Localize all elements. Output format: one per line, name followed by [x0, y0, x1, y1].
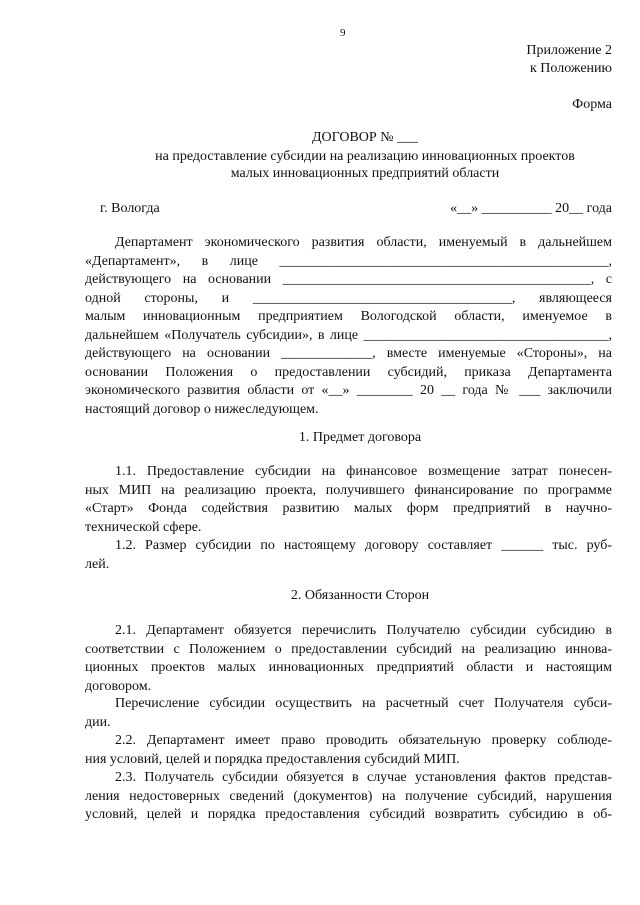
paragraph-line: «Старт» Фонда содействия развитию малых форм предприятий в научно- [85, 501, 612, 516]
paragraph-line: 2.2. Департамент имеет право проводить обязательную проверку соблюде- [115, 733, 612, 748]
form-label: Форма [572, 97, 612, 112]
paragraph-line: 1.2. Размер субсидии по настоящему договору составляет ______ тыс. руб- [115, 538, 612, 553]
preamble-line: Департамент экономического развития области, именуемый в дальнейшем [115, 235, 612, 250]
paragraph-line: лей. [85, 556, 110, 572]
page-number: 9 [340, 27, 346, 39]
paragraph-line: Перечисление субсидии осуществить на расчетный счет Получателя субси- [115, 696, 612, 711]
paragraph-line: ционных проектов малых инновационных предприятий области и настоящим [85, 660, 612, 675]
appendix-label: Приложение 2 [526, 43, 612, 58]
contract-subtitle-line2: малых инновационных предприятий области [230, 166, 500, 181]
paragraph-line: дии. [85, 714, 111, 730]
contract-date: «__» __________ 20__ года [450, 201, 612, 216]
preamble-line: одной стороны, и _____________________________________, являющееся [85, 290, 612, 306]
section2-heading: 2. Обязанности Сторон [290, 588, 430, 603]
section1-paragraph2 [85, 537, 612, 574]
section2-paragraph2 [85, 695, 612, 732]
contract-title: ДОГОВОР № ___ [311, 130, 419, 145]
section1-heading: 1. Предмет договора [298, 430, 422, 445]
paragraph-line: условий, целей и порядка предоставления субсидий возвратить субсидию в об- [85, 807, 612, 822]
preamble-line: экономического развития области от «__» ________ 20 __ года № ___ заключили [85, 383, 612, 398]
preamble-line: «Департамент», в лице _______________________________________________, [85, 253, 612, 269]
paragraph-line: 2.1. Департамент обязуется перечислить Получателю субсидии субсидию в [115, 623, 612, 638]
preamble-line: действующего на основании ____________________________________________, с [85, 272, 612, 287]
section2-paragraph4 [85, 769, 612, 825]
paragraph-line: 1.1. Предоставление субсидии на финансовое возмещение затрат понесен- [115, 464, 612, 479]
paragraph-line: технической сфере. [85, 519, 202, 535]
city: г. Вологда [100, 201, 160, 216]
regulation-label: к Положению [529, 61, 612, 76]
contract-subtitle-line1: на предоставление субсидии на реализацию инновационных проектов [155, 149, 575, 164]
preamble-line: малым инновационным предприятием Вологодской области, именуемое в [85, 309, 612, 324]
paragraph-line: 2.3. Получатель субсидии обязуется в случае установления фактов представ- [115, 770, 612, 785]
preamble-line: основании Положения о предоставлении субсидий, приказа Департамента [85, 364, 612, 380]
paragraph-line: ных МИП на реализацию проекта, получившего финансирование по программе [85, 482, 612, 498]
preamble-line: дальнейшем «Получатель субсидии», в лице ___________________________________, [85, 327, 612, 343]
section2-paragraph3 [85, 732, 612, 769]
section2-paragraph1 [85, 622, 612, 696]
section1-paragraph1 [85, 463, 612, 537]
paragraph-line: ния условий, целей и порядка предоставления субсидий МИП. [85, 751, 460, 767]
paragraph-line: ления недостоверных сведений (документов) на получение субсидий, нарушения [85, 788, 612, 804]
preamble-line: действующего на основании _____________, вместе именуемые «Стороны», на [85, 346, 612, 361]
paragraph-line: соответствии с Положением о предоставлении субсидий на реализацию иннова- [85, 641, 612, 657]
paragraph-line: договором. [85, 678, 152, 694]
preamble-line: настоящий договор о нижеследующем. [85, 401, 319, 417]
preamble-paragraph [85, 234, 612, 419]
